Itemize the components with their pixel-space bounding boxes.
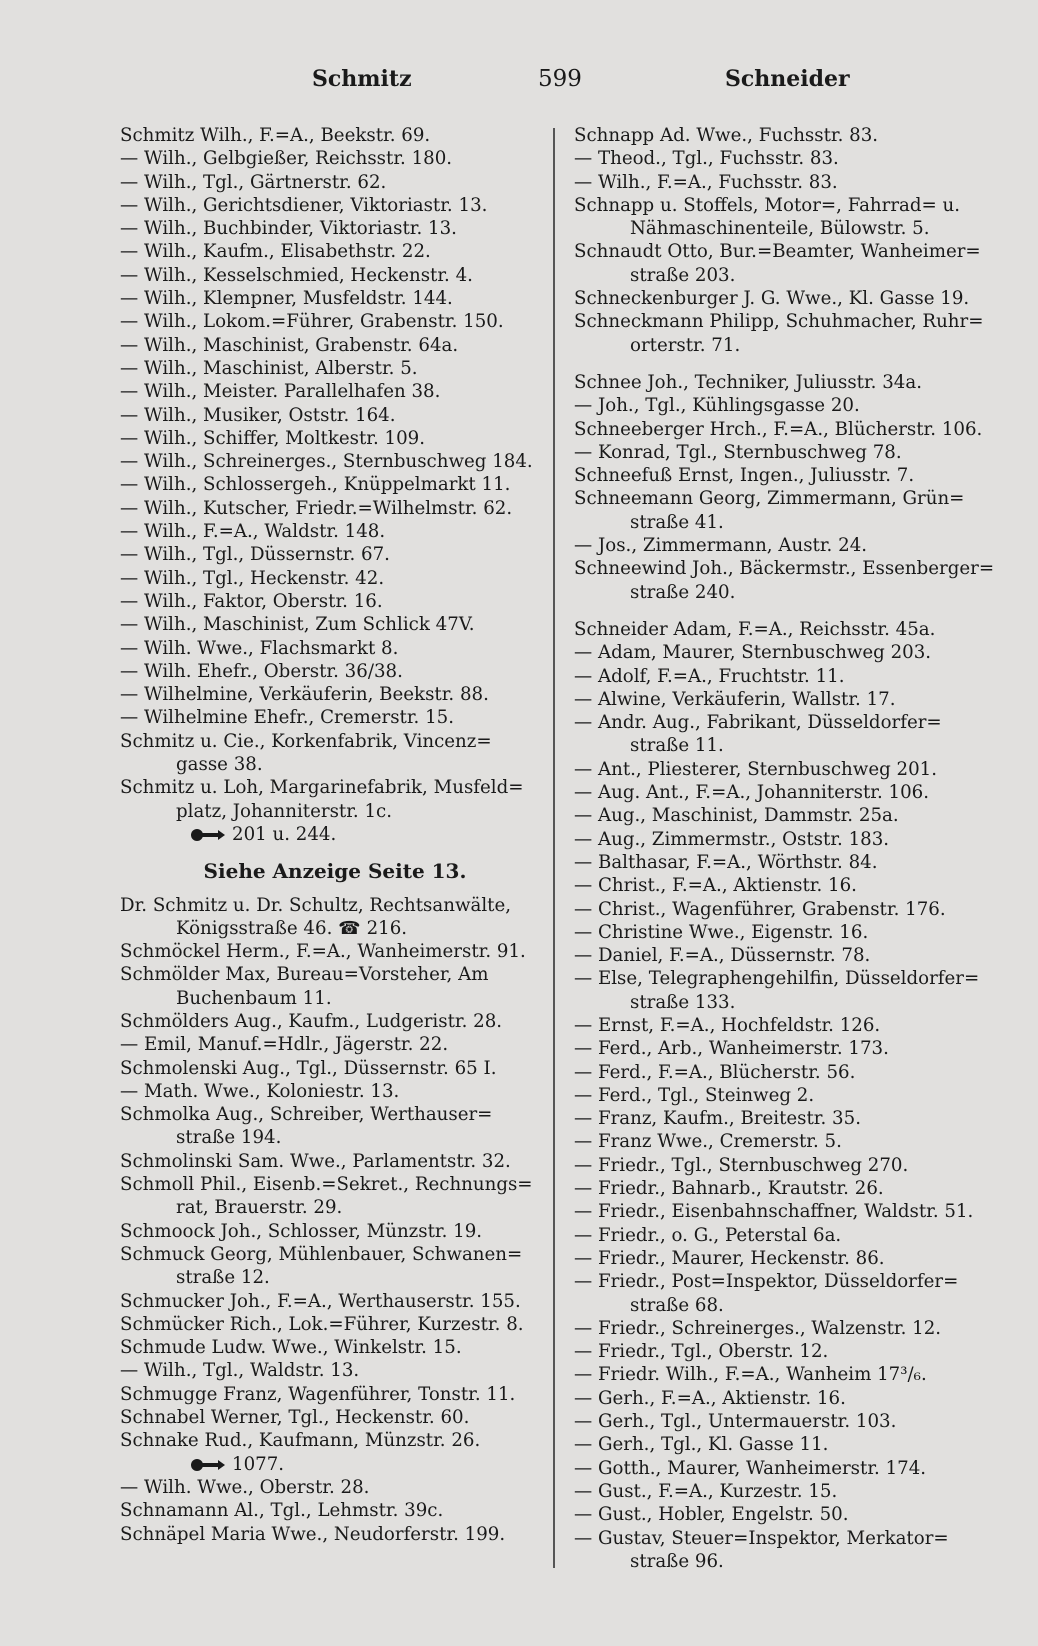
directory-entry: Schmitz Wilh., F.=A., Beekstr. 69. (120, 125, 431, 146)
directory-entry: — Franz, Kaufm., Breitestr. 35. (574, 1108, 861, 1130)
directory-entry: Schmucker Joh., F.=A., Werthauserstr. 155. (120, 1290, 521, 1312)
directory-entry: — Gerh., F.=A., Aktienstr. 16. (574, 1387, 846, 1409)
directory-entry: — Wilh., F.=A., Waldstr. 148. (120, 521, 386, 543)
directory-entry: Schneider Adam, F.=A., Reichsstr. 45a. (574, 618, 936, 640)
directory-entry: Schmölder Max, Bureau=Vorsteher, Am (120, 964, 489, 986)
directory-entry: — Gerh., Tgl., Untermauerstr. 103. (574, 1411, 897, 1433)
directory-entry: — Wilh., Gelbgießer, Reichsstr. 180. (120, 148, 453, 170)
directory-entry: Schnäpel Maria Wwe., Neudorferstr. 199. (120, 1523, 506, 1545)
directory-entry: — Friedr., Maurer, Heckenstr. 86. (574, 1247, 885, 1269)
directory-entry: — Daniel, F.=A., Düssernstr. 78. (574, 945, 871, 967)
right-column (574, 124, 1014, 1573)
directory-entry: — Wilh., Gerichtsdiener, Viktoriastr. 13. (120, 194, 488, 216)
directory-entry: Schmitz u. Loh, Margarinefabrik, Musfeld= (120, 777, 524, 799)
directory-entry: — Gustav, Steuer=Inspektor, Merkator= (574, 1527, 949, 1549)
directory-entry: Schmude Ludw. Wwe., Winkelstr. 15. (120, 1337, 462, 1359)
directory-entry: — Wilh., Faktor, Oberstr. 16. (120, 590, 383, 612)
directory-entry: — Wilh., Schiffer, Moltkestr. 109. (120, 427, 426, 449)
directory-entry: — Theod., Tgl., Fuchsstr. 83. (574, 148, 839, 170)
directory-entry: Schmitz u. Cie., Korkenfabrik, Vincenz= (120, 730, 492, 752)
entry-continuation: straße 203. (630, 264, 736, 286)
entry-continuation: straße 41. (630, 511, 724, 533)
phone-number: 201 u. 244. (232, 823, 337, 845)
directory-entry: — Wilh., Musiker, Oststr. 164. (120, 404, 396, 426)
directory-entry: — Aug., Maschinist, Dammstr. 25a. (574, 805, 899, 827)
advertisement-notice: Siehe Anzeige Seite 13. (203, 859, 467, 884)
directory-entry: — Wilh., Buchbinder, Viktoriastr. 13. (120, 218, 457, 240)
directory-entry: — Gotth., Maurer, Wanheimerstr. 174. (574, 1457, 927, 1479)
entry-continuation: Königsstraße 46. ☎ 216. (176, 917, 408, 939)
directory-entry: — Joh., Tgl., Kühlingsgasse 20. (574, 395, 860, 417)
directory-entry: — Christ., Wagenführer, Grabenstr. 176. (574, 898, 946, 920)
phone-number: 1077. (232, 1453, 285, 1475)
directory-entry: — Else, Telegraphengehilfin, Düsseldorfer= (574, 968, 980, 990)
directory-entry: — Gust., Hobler, Engelstr. 50. (574, 1504, 849, 1526)
directory-entry: — Wilh., Kesselschmied, Heckenstr. 4. (120, 264, 473, 286)
directory-entry: Schneewind Joh., Bäckermstr., Essenberger= (574, 558, 995, 580)
directory-entry: Schnake Rud., Kaufmann, Münzstr. 26. (120, 1430, 481, 1452)
entry-continuation: straße 12. (176, 1267, 270, 1289)
directory-entry: — Wilh., Schlossergeh., Knüppelmarkt 11. (120, 474, 511, 496)
directory-entry: — Wilh., Schreinerges., Sternbuschweg 184. (120, 451, 533, 473)
directory-entry: — Wilh., Lokom.=Führer, Grabenstr. 150. (120, 311, 504, 333)
directory-entry: — Wilh., Maschinist, Zum Schlick 47V. (120, 614, 475, 636)
directory-entry: Schmoock Joh., Schlosser, Münzstr. 19. (120, 1220, 483, 1242)
directory-entry: — Ernst, F.=A., Hochfeldstr. 126. (574, 1014, 881, 1036)
directory-entry: Schneckmann Philipp, Schuhmacher, Ruhr= (574, 311, 984, 333)
directory-entry: Schmolka Aug., Schreiber, Werthauser= (120, 1104, 493, 1126)
entry-continuation: platz, Johanniterstr. 1c. (176, 800, 393, 822)
directory-entry: Schneemann Georg, Zimmermann, Grün= (574, 488, 965, 510)
directory-entry: — Wilh. Ehefr., Oberstr. 36/38. (120, 660, 403, 682)
directory-entry: — Friedr., Tgl., Oberstr. 12. (574, 1341, 829, 1363)
entry-continuation: rat, Brauerstr. 29. (176, 1197, 343, 1219)
entry-continuation: straße 11. (630, 735, 724, 757)
directory-entry: — Adolf, F.=A., Fruchtstr. 11. (574, 665, 845, 687)
directory-entry: — Christ., F.=A., Aktienstr. 16. (574, 875, 857, 897)
entry-continuation: Nähmaschinenteile, Bülowstr. 5. (630, 218, 930, 240)
directory-entry: — Wilh., Tgl., Heckenstr. 42. (120, 567, 385, 589)
directory-entry: Dr. Schmitz u. Dr. Schultz, Rechtsanwälte, (120, 894, 512, 916)
directory-entry: Schmugge Franz, Wagenführer, Tonstr. 11. (120, 1383, 516, 1405)
directory-entry: Schmöckel Herm., F.=A., Wanheimerstr. 91. (120, 941, 526, 963)
directory-entry: Schnamann Al., Tgl., Lehmstr. 39c. (120, 1500, 444, 1522)
entry-continuation: orterstr. 71. (630, 334, 741, 356)
directory-entry: — Gust., F.=A., Kurzestr. 15. (574, 1480, 838, 1502)
directory-entry: Schnee Joh., Techniker, Juliusstr. 34a. (574, 371, 922, 393)
directory-entry: — Ferd., Tgl., Steinweg 2. (574, 1084, 815, 1106)
directory-entry: — Wilh., Maschinist, Grabenstr. 64a. (120, 334, 459, 356)
directory-entry: — Math. Wwe., Koloniestr. 13. (120, 1080, 400, 1102)
directory-entry: — Emil, Manuf.=Hdlr., Jägerstr. 22. (120, 1034, 449, 1056)
directory-entry: — Adam, Maurer, Sternbuschweg 203. (574, 642, 932, 664)
telephone-icon (190, 1458, 226, 1472)
entry-gap (574, 604, 1014, 618)
telephone-icon (190, 828, 226, 842)
directory-entry: — Konrad, Tgl., Sternbuschweg 78. (574, 441, 902, 463)
entry-continuation: gasse 38. (176, 754, 263, 776)
directory-entry: Schnapp u. Stoffels, Motor=, Fahrrad= u. (574, 194, 961, 216)
directory-entry: Schmölders Aug., Kaufm., Ludgeristr. 28. (120, 1010, 503, 1032)
directory-entry: — Andr. Aug., Fabrikant, Düsseldorfer= (574, 712, 942, 734)
directory-entry: — Friedr., Schreinerges., Walzenstr. 12. (574, 1317, 942, 1339)
entry-continuation: Buchenbaum 11. (176, 987, 332, 1009)
directory-entry: — Wilh., Kutscher, Friedr.=Wilhelmstr. 62. (120, 497, 513, 519)
directory-entry: — Friedr., Eisenbahnschaffner, Waldstr. 51. (574, 1201, 974, 1223)
page-number: 599 (538, 66, 582, 92)
entry-continuation: straße 240. (630, 581, 736, 603)
directory-entry: — Gerh., Tgl., Kl. Gasse 11. (574, 1434, 829, 1456)
directory-entry: — Aug., Zimmermstr., Oststr. 183. (574, 828, 890, 850)
left-column (120, 124, 550, 1546)
directory-entry: — Franz Wwe., Cremerstr. 5. (574, 1131, 842, 1153)
directory-entry: — Ant., Pliesterer, Sternbuschweg 201. (574, 758, 938, 780)
directory-entry: — Friedr. Wilh., F.=A., Wanheim 17³/₆. (574, 1364, 927, 1386)
directory-entry: Schneeberger Hrch., F.=A., Blücherstr. 106. (574, 418, 983, 440)
directory-entry: — Friedr., Bahnarb., Krautstr. 26. (574, 1178, 884, 1200)
directory-entry: — Wilh., Klempner, Musfeldstr. 144. (120, 288, 453, 310)
directory-entry: — Friedr., Post=Inspektor, Düsseldorfer= (574, 1271, 959, 1293)
directory-entry: Schnabel Werner, Tgl., Heckenstr. 60. (120, 1407, 470, 1429)
directory-entry: — Christine Wwe., Eigenstr. 16. (574, 921, 869, 943)
directory-entry: — Wilh. Wwe., Oberstr. 28. (120, 1476, 370, 1498)
directory-entry: — Jos., Zimmermann, Austr. 24. (574, 535, 868, 557)
directory-entry: — Wilh., F.=A., Fuchsstr. 83. (574, 171, 838, 193)
directory-entry: — Friedr., Tgl., Sternbuschweg 270. (574, 1154, 909, 1176)
directory-entry: — Balthasar, F.=A., Wörthstr. 84. (574, 851, 878, 873)
entry-gap (574, 357, 1014, 371)
directory-entry: Schnaudt Otto, Bur.=Beamter, Wanheimer= (574, 241, 981, 263)
directory-entry: Schmoll Phil., Eisenb.=Sekret., Rechnungs= (120, 1174, 533, 1196)
directory-entry: Schmolinski Sam. Wwe., Parlamentstr. 32. (120, 1150, 511, 1172)
entry-continuation: straße 194. (176, 1127, 282, 1149)
directory-entry: Schneefuß Ernst, Ingen., Juliusstr. 7. (574, 465, 915, 487)
entry-continuation: straße 96. (630, 1550, 724, 1572)
directory-entry: — Wilh., Meister. Parallelhafen 38. (120, 381, 441, 403)
directory-entry: — Aug. Ant., F.=A., Johanniterstr. 106. (574, 782, 930, 804)
directory-entry: Schnapp Ad. Wwe., Fuchsstr. 83. (574, 125, 879, 146)
phone-number-line (120, 823, 550, 846)
page-header (0, 66, 1038, 106)
entry-continuation: straße 133. (630, 991, 736, 1013)
directory-entry: — Ferd., Arb., Wanheimerstr. 173. (574, 1038, 889, 1060)
directory-entry: — Wilh. Wwe., Flachsmarkt 8. (120, 637, 399, 659)
directory-entry: — Wilhelmine Ehefr., Cremerstr. 15. (120, 707, 455, 729)
entry-continuation: straße 68. (630, 1294, 724, 1316)
phone-number-line (120, 1453, 550, 1476)
directory-entry: — Wilh., Kaufm., Elisabethstr. 22. (120, 241, 431, 263)
directory-entry: Schneckenburger J. G. Wwe., Kl. Gasse 19. (574, 288, 970, 310)
directory-entry: — Friedr., o. G., Peterstal 6a. (574, 1224, 842, 1246)
header-left-keyword: Schmitz (312, 66, 412, 92)
directory-entry: Schmolenski Aug., Tgl., Düssernstr. 65 I. (120, 1057, 497, 1079)
directory-entry: — Wilh., Tgl., Waldstr. 13. (120, 1360, 360, 1382)
directory-entry: — Alwine, Verkäuferin, Wallstr. 17. (574, 688, 896, 710)
directory-entry: Schmuck Georg, Mühlenbauer, Schwanen= (120, 1243, 523, 1265)
directory-entry: — Wilh., Maschinist, Alberstr. 5. (120, 357, 418, 379)
column-divider (553, 128, 555, 1568)
directory-entry: — Wilh., Tgl., Düssernstr. 67. (120, 544, 390, 566)
directory-entry: — Ferd., F.=A., Blücherstr. 56. (574, 1061, 856, 1083)
header-right-keyword: Schneider (725, 66, 850, 92)
directory-entry: — Wilhelmine, Verkäuferin, Beekstr. 88. (120, 684, 489, 706)
directory-entry: — Wilh., Tgl., Gärtnerstr. 62. (120, 171, 387, 193)
directory-entry: Schmücker Rich., Lok.=Führer, Kurzestr. 8. (120, 1313, 524, 1335)
